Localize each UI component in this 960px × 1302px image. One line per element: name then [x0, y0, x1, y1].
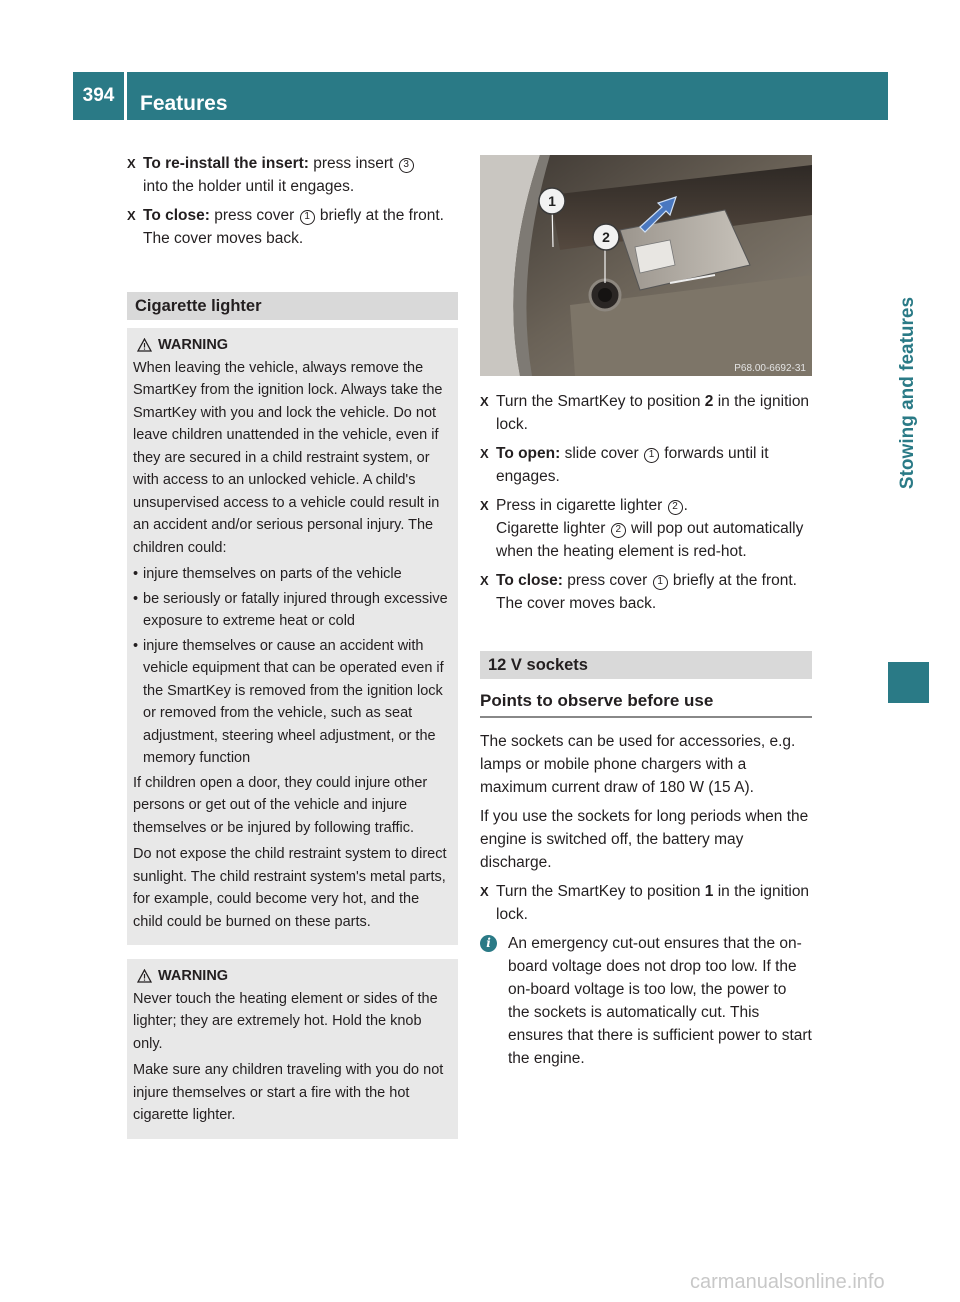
step-arrow-icon: X — [127, 208, 136, 223]
callout-number: 2 — [611, 523, 626, 538]
callout-number: 1 — [644, 448, 659, 463]
warning-triangle-icon — [137, 969, 152, 983]
section-heading-12v-sockets: 12 V sockets — [480, 651, 812, 679]
step-press-lighter: X Press in cigarette lighter 2 . Cigarette lighter 2 will pop out automatically when the heating element is red-hot. — [480, 494, 812, 563]
section-heading-cigarette-lighter: Cigarette lighter — [127, 292, 458, 320]
warning-text: Make sure any children traveling with you do not injure themselves or start a fire with the hot cigarette lighter. — [133, 1062, 444, 1123]
body-text: The sockets can be used for accessories, e.g. lamps or mobile phone chargers with a maximum current draw of 180 W (15 A). — [480, 733, 796, 796]
photo-callout-2: 2 — [602, 229, 610, 245]
page-number: 394 — [82, 85, 115, 106]
step-arrow-icon: X — [480, 573, 489, 588]
side-tab-label: Stowing and features — [897, 296, 919, 489]
info-note: i An emergency cut-out ensures that the on-board voltage does not drop too low. If the on-board voltage is too low, the power to the sockets is automatically cut. This ensures that there is sufficient power to start the engine. — [480, 932, 812, 1070]
callout-number: 1 — [300, 210, 315, 225]
step-arrow-icon: X — [480, 884, 489, 899]
cigarette-lighter-photo — [480, 155, 812, 376]
subsection-heading: Points to observe before use — [480, 689, 812, 718]
callout-number: 3 — [399, 158, 414, 173]
photo-callout-1: 1 — [548, 193, 556, 209]
warning-box — [127, 328, 458, 945]
callout-number: 2 — [668, 500, 683, 515]
warning-heading: WARNING — [133, 334, 452, 357]
warning-text: Do not expose the child restraint system to direct sunlight. The child restraint system's metal parts, for example, could become very hot, and the child could be burned on these parts. — [133, 846, 447, 930]
step-arrow-icon: X — [480, 394, 489, 409]
warning-box — [127, 959, 458, 1139]
warning-bullet: • be seriously or fatally injured through excessive exposure to extreme heat or cold — [133, 588, 452, 633]
step-close-cover: X To close: press cover 1 briefly at the front. The cover moves back. — [480, 569, 812, 615]
step-turn-smartkey-1: X Turn the SmartKey to position 1 in the ignition lock. — [480, 880, 812, 926]
step-arrow-icon: X — [480, 446, 489, 461]
step-arrow-icon: X — [127, 156, 136, 171]
warning-text: Never touch the heating element or sides of the lighter; they are extremely hot. Hold the knob only. — [133, 990, 438, 1052]
page-title: Features — [140, 92, 228, 115]
warning-bullet: • injure themselves on parts of the vehicle — [133, 563, 452, 586]
warning-heading: WARNING — [133, 965, 452, 988]
left-column — [127, 152, 458, 1139]
step-turn-smartkey-2: X Turn the SmartKey to position 2 in the ignition lock. — [480, 390, 812, 436]
right-column — [480, 390, 812, 1070]
header-separator — [124, 72, 127, 120]
warning-triangle-icon — [137, 338, 152, 352]
side-tab-marker — [888, 662, 929, 703]
watermark: carmanualsonline.info — [690, 1271, 885, 1293]
step-reinstall-insert: X To re-install the insert: press insert 3 into the holder until it engages. — [127, 152, 458, 198]
warning-bullet: • injure themselves or cause an accident with vehicle equipment that can be operated even if the SmartKey is removed from the ignition lock or removed from the vehicle, such as seat adjustment, steering wheel adjustment, or the memory function — [133, 635, 452, 770]
body-text: If you use the sockets for long periods when the engine is switched off, the battery may discharge. — [480, 808, 809, 871]
warning-text: If children open a door, they could injure other persons or get out of the vehicle and injure themselves or be injured by following traffic. — [133, 774, 428, 836]
info-icon: i — [480, 935, 497, 952]
warning-text: When leaving the vehicle, always remove the SmartKey from the ignition lock. Always take the SmartKey with you and lock the vehicle. Do not leave children unattended in the vehicle, even if they are secured in a child restraint system, or with access to an unlocked vehicle. A child's unsupervised access to a vehicle could result in an accident and/or serious personal injury. The children could: — [133, 359, 443, 556]
step-close-cover: X To close: press cover 1 briefly at the front. The cover moves back. — [127, 204, 458, 250]
step-open-cover: X To open: slide cover 1 forwards until it engages. — [480, 442, 812, 488]
photo-code: P68.00-6692-31 — [734, 363, 806, 374]
callout-number: 1 — [653, 575, 668, 590]
step-arrow-icon: X — [480, 498, 489, 513]
